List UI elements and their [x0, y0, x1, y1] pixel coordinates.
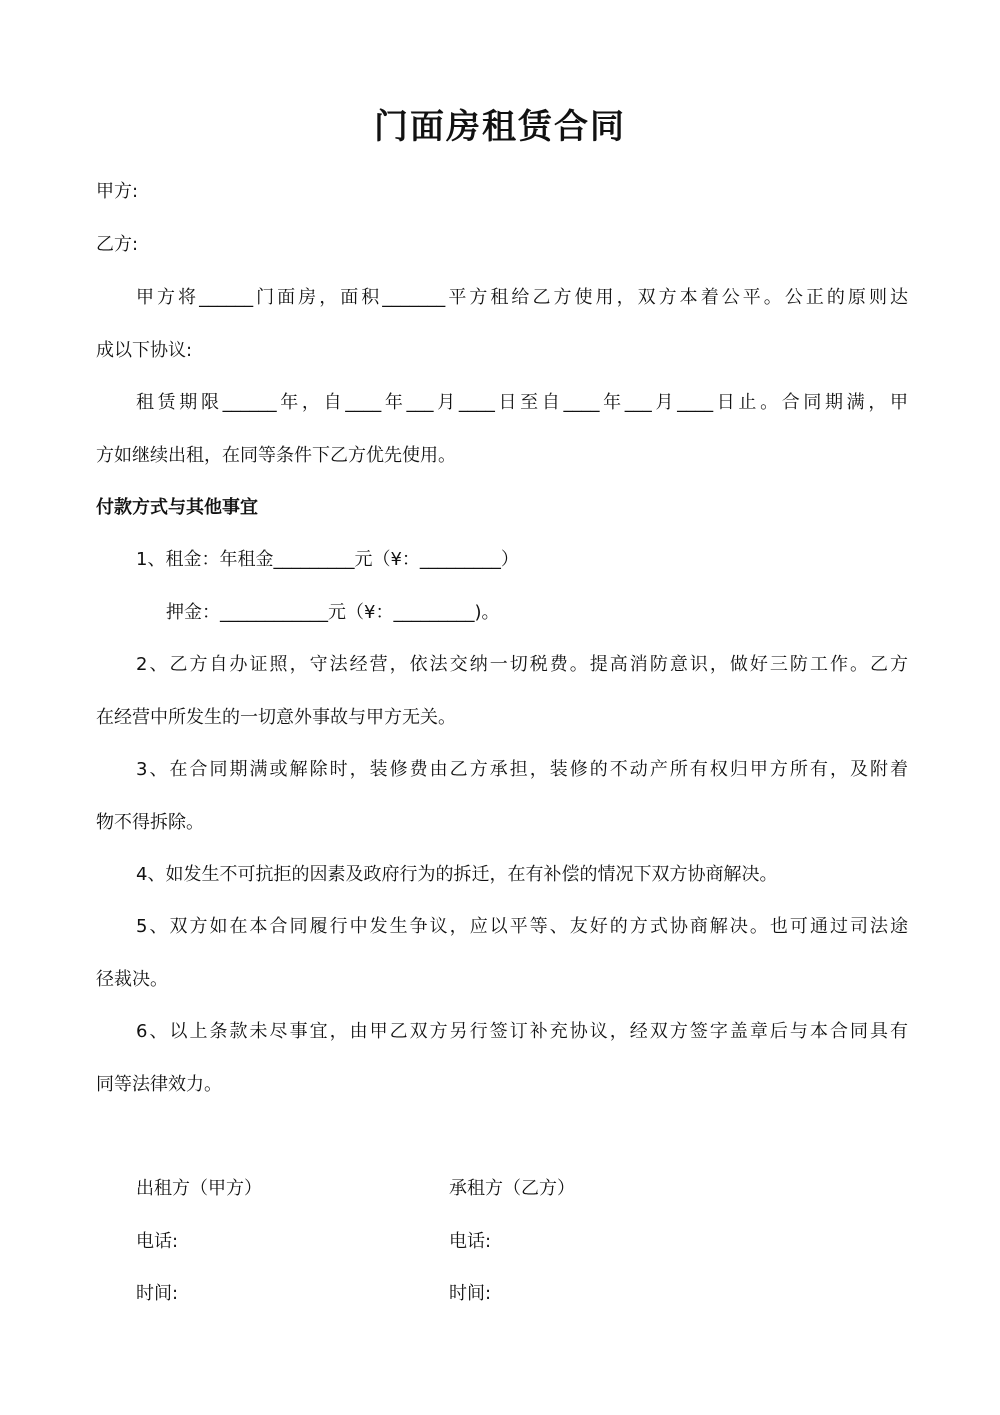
clause-5-line-1: 5、双方如在本合同履行中发生争议，应以平等、友好的方式协商解决。也可通过司法途 [136, 916, 908, 937]
lessee-date-label: 时间: [449, 1283, 492, 1304]
party-b-label: 乙方: [96, 234, 139, 255]
document-title: 门面房租赁合同 [374, 107, 626, 147]
lessor-date-label: 时间: [136, 1283, 179, 1304]
section-heading: 付款方式与其他事宜 [96, 497, 258, 518]
party-a-label: 甲方: [96, 181, 139, 202]
intro-paragraph-line-1: 甲方将______门面房，面积_______平方租给乙方使用，双方本着公平。公正的原则达 [136, 287, 908, 308]
clause-6-line-1: 6、以上条款未尽事宜，由甲乙双方另行签订补充协议，经双方签字盖章后与本合同具有 [136, 1021, 908, 1042]
lessee-label: 承租方（乙方） [449, 1178, 575, 1199]
lessor-label: 出租方（甲方） [136, 1178, 262, 1199]
clause-6-line-2: 同等法律效力。 [96, 1074, 222, 1095]
clause-4: 4、如发生不可抗拒的因素及政府行为的拆迁，在有补偿的情况下双方协商解决。 [136, 864, 778, 885]
clause-1-deposit: 押金：____________元（¥：_________)。 [166, 602, 500, 623]
lessor-phone-label: 电话: [136, 1231, 179, 1252]
clause-2-line-1: 2、乙方自办证照，守法经营，依法交纳一切税费。提高消防意识，做好三防工作。乙方 [136, 654, 908, 675]
lessee-phone-label: 电话: [449, 1231, 492, 1252]
clause-3-line-1: 3、在合同期满或解除时，装修费由乙方承担，装修的不动产所有权归甲方所有，及附着 [136, 759, 908, 780]
clause-2-line-2: 在经营中所发生的一切意外事故与甲方无关。 [96, 707, 456, 728]
clause-5-line-2: 径裁决。 [96, 969, 168, 990]
term-paragraph-line-2: 方如继续出租，在同等条件下乙方优先使用。 [96, 445, 456, 466]
clause-1-rent: 1、租金：年租金_________元（¥：_________） [136, 549, 519, 570]
clause-3-line-2: 物不得拆除。 [96, 812, 204, 833]
intro-paragraph-line-2: 成以下协议: [96, 340, 193, 361]
term-paragraph-line-1: 租赁期限______年，自____年___月____日至自____年___月____日止。合同期满，甲 [136, 392, 908, 413]
